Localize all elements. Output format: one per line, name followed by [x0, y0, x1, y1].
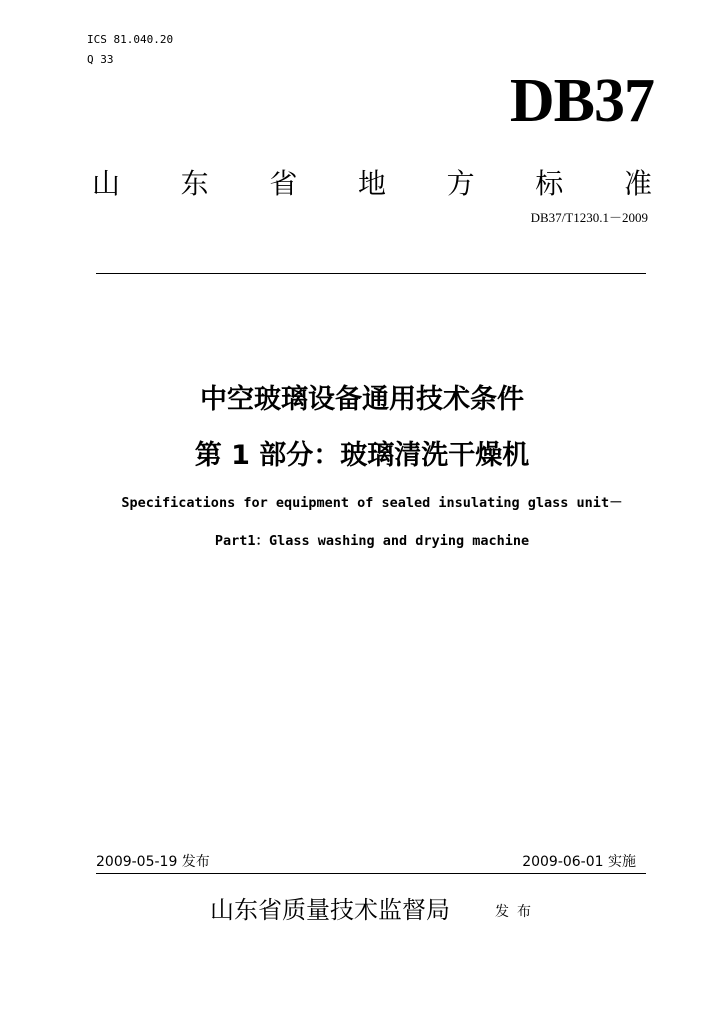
title-chinese-line-2: 第 1 部分：玻璃清洗干燥机: [194, 440, 530, 471]
title-english-line-2: Part1：Glass washing and drying machine: [214, 533, 530, 549]
ccs-code: Q 33: [87, 53, 114, 66]
standard-type-char: 方: [446, 167, 475, 200]
top-divider: [96, 273, 646, 274]
standard-type-heading: [92, 166, 652, 202]
standard-type-char: 标: [535, 167, 564, 200]
standard-type-char: 省: [269, 167, 298, 200]
issue-label: 发布: [495, 904, 539, 920]
standard-type-char: 山: [92, 167, 121, 200]
issuing-authority: 山东省质量技术监督局: [210, 896, 450, 924]
ics-code: ICS 81.040.20: [87, 33, 174, 46]
standard-type-char: 地: [357, 167, 386, 200]
issue-date: 2009-05-19 发布: [96, 854, 210, 870]
standard-type-char: 准: [623, 167, 652, 200]
standard-number: DB37/T1230.1－2009: [530, 210, 648, 225]
title-english-line-1: Specifications for equipment of sealed insulating glass unit－: [121, 495, 623, 511]
title-chinese-line-1: 中空玻璃设备通用技术条件: [200, 384, 524, 415]
bottom-divider: [96, 873, 646, 874]
standard-logo: DB37: [509, 67, 654, 135]
implementation-date: 2009-06-01 实施: [522, 854, 636, 870]
standard-type-char: 东: [180, 167, 209, 200]
